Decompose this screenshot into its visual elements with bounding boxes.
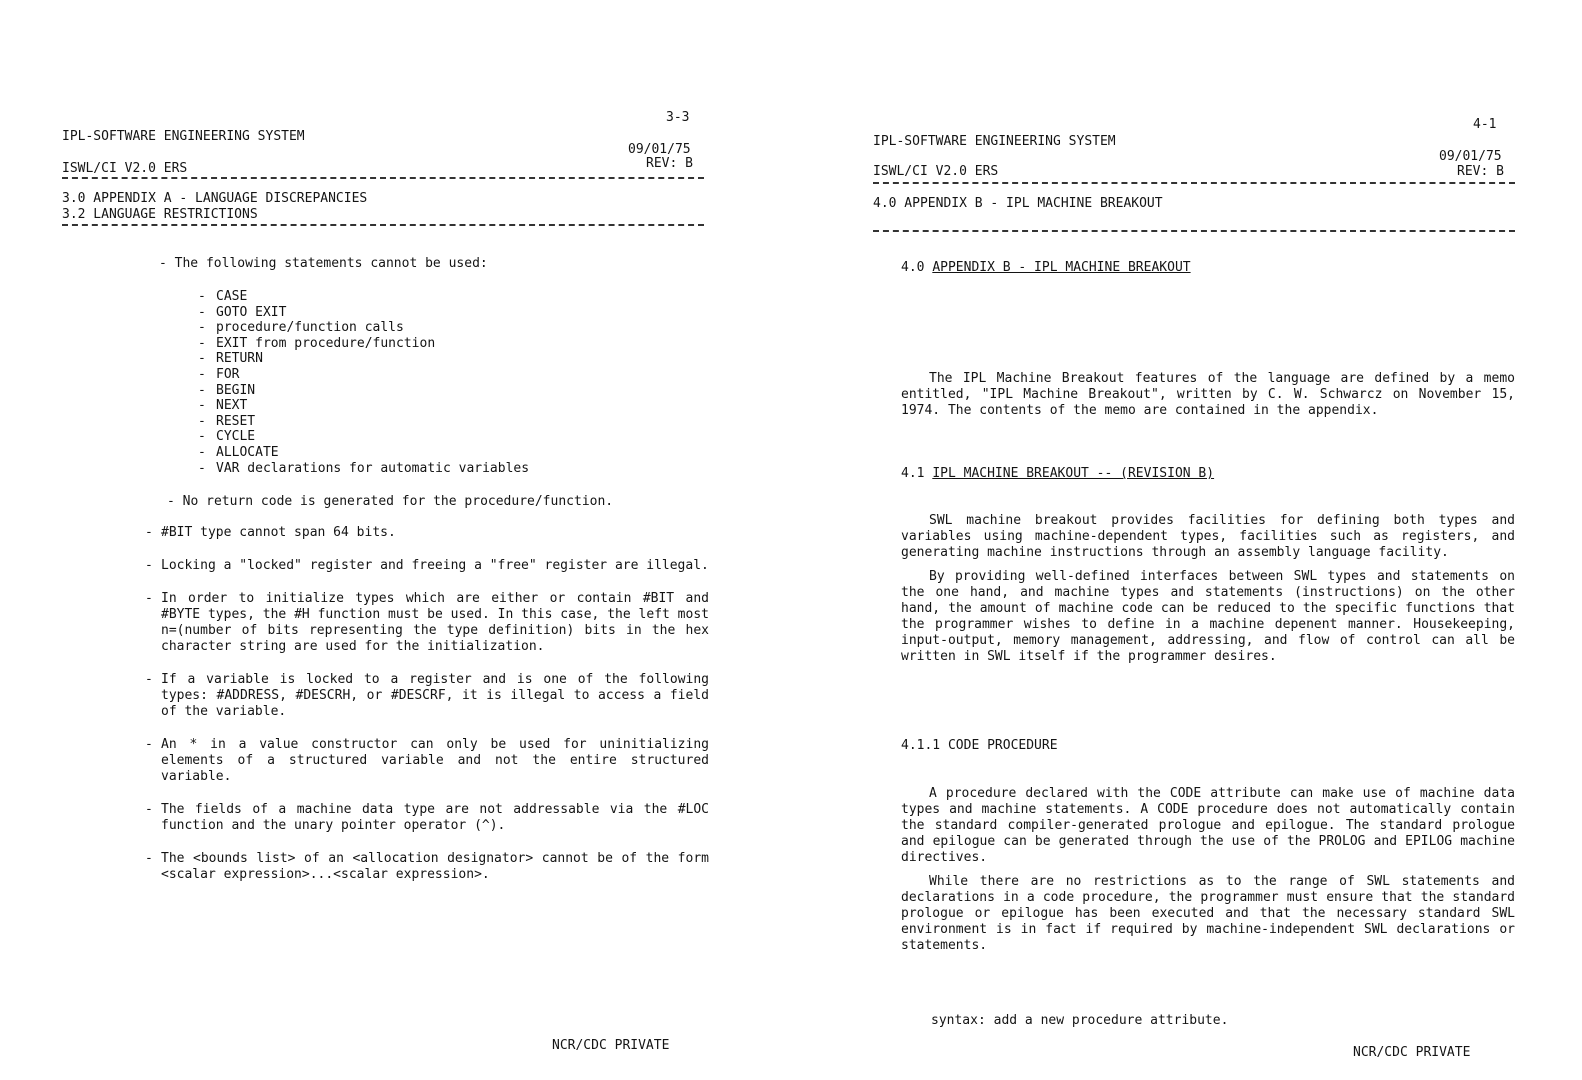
page-number: 3-3 [666, 110, 690, 125]
forbidden-statements-list [198, 289, 529, 476]
list-item: - CASE [198, 289, 529, 305]
revision-label: REV: B [646, 156, 693, 171]
paragraph: A procedure declared with the CODE attribute can make use of machine data types and machine statements. A CODE procedure does not automatically contain the standard compiler-generated prologue and epilogue. The standard prologue and epilogue can be generated through the use of the PROLOG and EPILOG machine directives. [901, 786, 1515, 865]
list-item: - ALLOCATE [198, 445, 529, 461]
section-4-1-heading: 4.1 IPL MACHINE BREAKOUT -- (REVISION B) [901, 466, 1215, 481]
list-item: - VAR declarations for automatic variables [198, 461, 529, 477]
left-page [62, 0, 712, 1080]
list-item: - The fields of a machine data type are not addressable via the #LOC function and the unary pointer operator (^). [145, 802, 709, 834]
list-item: - The <bounds list> of an <allocation designator> cannot be of the form <scalar expression>...<scalar expression>. [145, 851, 709, 883]
right-page [873, 0, 1518, 1080]
statements-intro: - The following statements cannot be used: [159, 256, 488, 271]
section-heading: 3.0 APPENDIX A - LANGUAGE DISCREPANCIES [62, 191, 368, 206]
list-item: - FOR [198, 367, 529, 383]
revision-label: REV: B [1457, 164, 1504, 179]
return-code-note: - No return code is generated for the procedure/function. [167, 494, 614, 509]
section-4-1-1-body [901, 786, 1515, 962]
header-divider [62, 177, 704, 179]
header-date: 09/01/75 [1439, 149, 1502, 164]
list-item: - An * in a value constructor can only be used for uninitializing elements of a structured variable and not the entire structured variable. [145, 737, 709, 785]
list-item: - In order to initialize types which are either or contain #BIT and #BYTE types, the #H function must be used. In this case, the left most n=(number of bits representing the type definition) bits in the hex character string are used for the initialization. [145, 591, 709, 655]
section-divider [62, 224, 704, 226]
list-item: - RESET [198, 414, 529, 430]
list-item: - procedure/function calls [198, 320, 529, 336]
document-id: ISWL/CI V2.0 ERS [62, 161, 188, 176]
list-item: - EXIT from procedure/function [198, 336, 529, 352]
section-4-1-body [901, 513, 1515, 673]
paragraph: SWL machine breakout provides facilities for defining both types and variables using machine-dependent types, facilities such as registers, and generating machine instructions through an assembly language facility. [901, 513, 1515, 560]
paragraph: While there are no restrictions as to the range of SWL statements and declarations in a code procedure, the programmer must ensure that the standard prologue or epilogue has been executed and that the necessary standard SWL environment is in fact if required by machine-independent SWL declarations or statements. [901, 874, 1515, 953]
system-title: IPL-SOFTWARE ENGINEERING SYSTEM [873, 134, 1116, 149]
paragraph: The IPL Machine Breakout features of the language are defined by a memo entitled, "IPL Machine Breakout", written by C. W. Schwarcz on November 15, 1974. The contents of the memo are contained in the appendix. [901, 371, 1515, 418]
header-date: 09/01/75 [628, 142, 691, 157]
section-4-1-1-heading: 4.1.1 CODE PROCEDURE [901, 738, 1058, 753]
subsection-heading: 3.2 LANGUAGE RESTRICTIONS [62, 207, 258, 222]
list-item: - CYCLE [198, 429, 529, 445]
list-item: - If a variable is locked to a register and is one of the following types: #ADDRESS, #DESCRH, or #DESCRF, it is illegal to access a field of the variable. [145, 672, 709, 720]
list-item: - BEGIN [198, 383, 529, 399]
list-item: - Locking a "locked" register and freeing a "free" register are illegal. [145, 558, 709, 574]
syntax-line: syntax: add a new procedure attribute. [931, 1013, 1229, 1028]
list-item: - RETURN [198, 351, 529, 367]
system-title: IPL-SOFTWARE ENGINEERING SYSTEM [62, 129, 305, 144]
document-id: ISWL/CI V2.0 ERS [873, 164, 999, 179]
list-item: - GOTO EXIT [198, 305, 529, 321]
list-item: - NEXT [198, 398, 529, 414]
paragraph: By providing well-defined interfaces between SWL types and statements on the one hand, and machine types and statements (instructions) on the other hand, the amount of machine code can be reduced to the specific functions that the programmer wishes to define in a machine depenent manner. Housekeeping, input-output, memory management, addressing, and flow of control can all be written in SWL itself if the programmer desires. [901, 569, 1515, 664]
section-heading: 4.0 APPENDIX B - IPL MACHINE BREAKOUT [873, 196, 1163, 211]
footer-classification: NCR/CDC PRIVATE [1353, 1045, 1471, 1060]
section-4-0-body [901, 371, 1515, 427]
list-item: - #BIT type cannot span 64 bits. [145, 525, 709, 541]
section-4-0-heading: 4.0 APPENDIX B - IPL MACHINE BREAKOUT [901, 260, 1191, 275]
footer-classification: NCR/CDC PRIVATE [552, 1038, 670, 1053]
page-number: 4-1 [1473, 117, 1497, 132]
section-divider [873, 230, 1515, 232]
header-divider [873, 182, 1515, 184]
restrictions-list [145, 525, 709, 900]
